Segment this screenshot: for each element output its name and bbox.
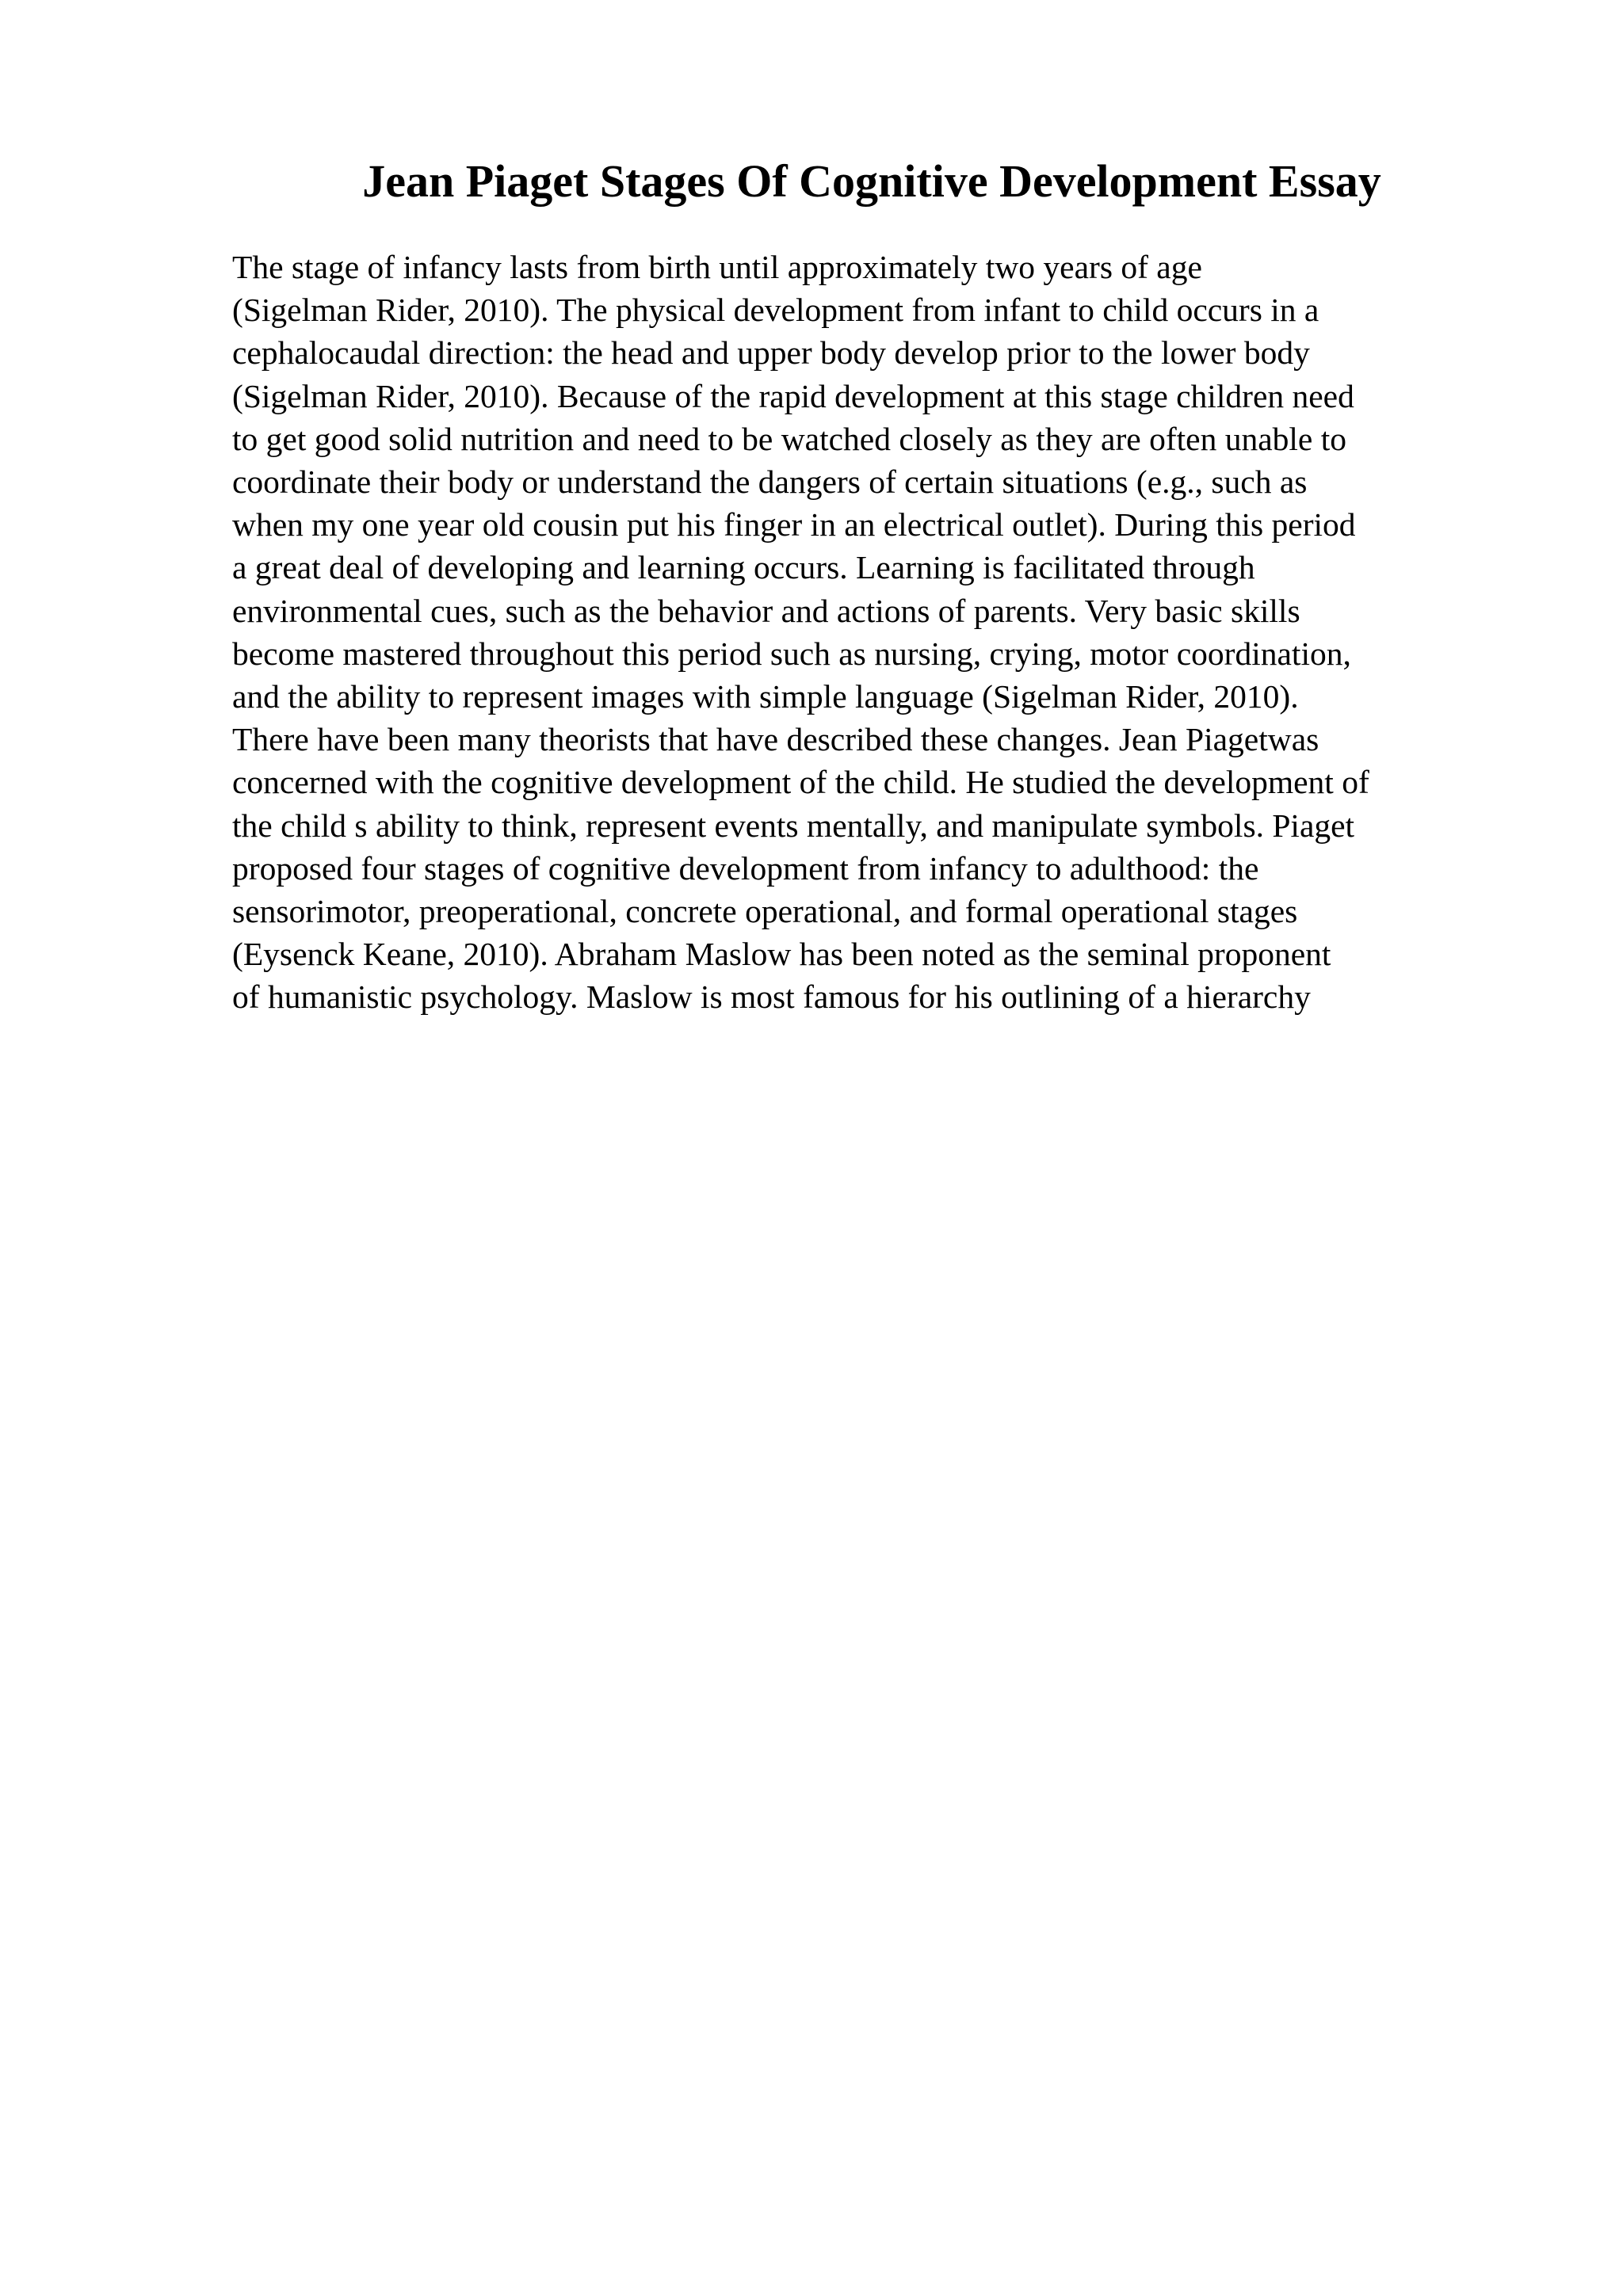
text-line: concerned with the cognitive development of the child. He studied the development of: [232, 764, 1369, 801]
text-line: The stage of infancy lasts from birth until approximately two years of age: [232, 249, 1202, 285]
text-line: the child s ability to think, represent events mentally, and manipulate symbols. Piaget: [232, 807, 1355, 844]
text-line: (Sigelman Rider, 2010). The physical development from infant to child occurs in a: [232, 292, 1319, 329]
text-line: coordinate their body or understand the dangers of certain situations (e.g., such as: [232, 463, 1308, 501]
essay-body: [232, 246, 1595, 1019]
text-line: environmental cues, such as the behavior and actions of parents. Very basic skills: [232, 592, 1300, 629]
text-line: (Sigelman Rider, 2010). Because of the rapid development at this stage children need: [232, 377, 1354, 414]
text-line: sensorimotor, preoperational, concrete operational, and formal operational stages: [232, 893, 1298, 930]
text-line: of humanistic psychology. Maslow is most famous for his outlining of a hierarchy: [232, 978, 1311, 1016]
text-line: to get good solid nutrition and need to be watched closely as they are often unable to: [232, 420, 1346, 457]
text-line: become mastered throughout this period such as nursing, crying, motor coordination,: [232, 635, 1351, 672]
text-line: a great deal of developing and learning occurs. Learning is facilitated through: [232, 549, 1255, 586]
text-line: when my one year old cousin put his finger in an electrical outlet). During this period: [232, 506, 1356, 543]
text-line: and the ability to represent images with simple language (Sigelman Rider, 2010).: [232, 678, 1299, 715]
text-line: cephalocaudal direction: the head and upper body develop prior to the lower body: [232, 334, 1310, 372]
document-title: Jean Piaget Stages Of Cognitive Development Essay: [362, 155, 1381, 207]
text-line: There have been many theorists that have described these changes. Jean Piagetwas: [232, 721, 1319, 758]
text-line: (Eysenck Keane, 2010). Abraham Maslow has been noted as the seminal proponent: [232, 936, 1331, 973]
text-line: proposed four stages of cognitive development from infancy to adulthood: the: [232, 849, 1259, 887]
